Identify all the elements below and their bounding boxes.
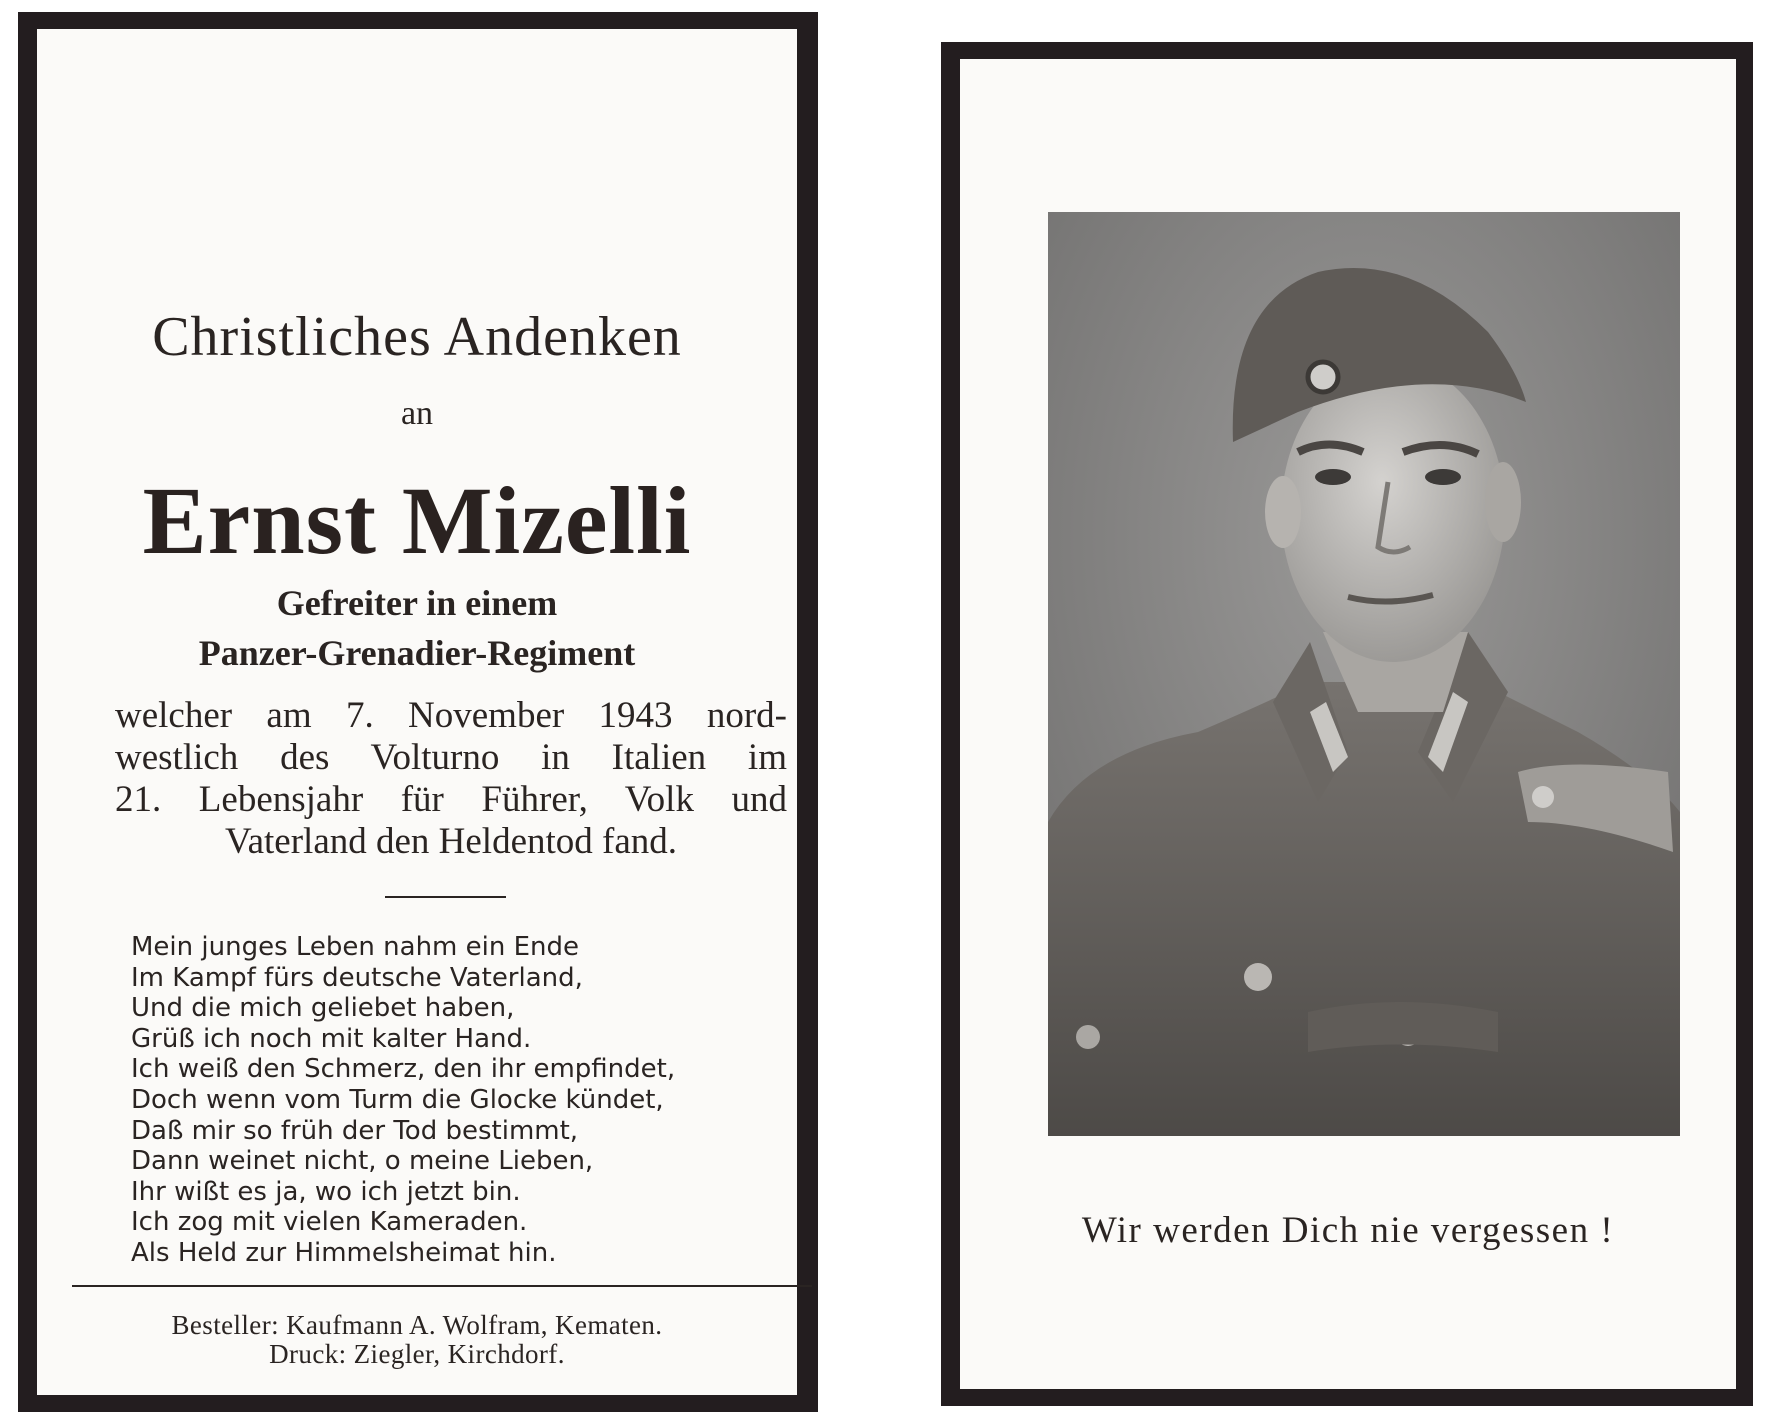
- section-divider: [385, 896, 506, 898]
- poem-line: Daß mir so früh der Tod bestimmt,: [131, 1115, 579, 1146]
- obituary-text: [115, 695, 787, 863]
- poem-line: Mein junges Leben nahm ein Ende: [131, 932, 580, 962]
- uniform-jacket: [1048, 682, 1680, 1136]
- poem-line: Und die mich geliebet haben,: [131, 993, 515, 1024]
- orderer-credit: Besteller: Kaufmann A. Wolfram, Kematen.: [171, 1310, 663, 1340]
- strap-button: [1532, 786, 1554, 808]
- military-rank: Gefreiter in einem: [276, 583, 558, 623]
- soldier-portrait-photo: [1048, 212, 1680, 1136]
- poem-line: Doch wenn vom Turm die Glocke kündet,: [131, 1084, 664, 1115]
- card-title: Christliches Andenken: [152, 306, 682, 368]
- memorial-card-photo-side: [941, 42, 1753, 1406]
- obituary-line: 21. Lebensjahr für Führer, Volk und: [115, 779, 787, 820]
- pocket-flap: [1308, 1002, 1498, 1052]
- regiment-name: Panzer-Grenadier-Regiment: [198, 633, 636, 673]
- jacket-button: [1244, 963, 1272, 991]
- poem-line: Als Held zur Himmelsheimat hin.: [131, 1237, 557, 1268]
- cap-cockade: [1308, 362, 1338, 392]
- deceased-name: Ernst Mizelli: [142, 467, 692, 574]
- preposition: an: [400, 395, 434, 432]
- eye: [1315, 469, 1351, 485]
- poem-line: Grüß ich noch mit kalter Hand.: [131, 1023, 532, 1054]
- poem-line: Ich weiß den Schmerz, den ihr empfindet,: [131, 1054, 676, 1085]
- face: [1281, 362, 1505, 662]
- footer-divider: [72, 1285, 812, 1287]
- memorial-poem: [131, 932, 781, 1269]
- ear: [1485, 462, 1521, 542]
- ear: [1265, 476, 1301, 548]
- poem-line: Dann weinet nicht, o meine Lieben,: [131, 1146, 594, 1177]
- memorial-card-text-side: [18, 12, 818, 1412]
- obituary-line: Vaterland den Heldentod fand.: [224, 821, 678, 862]
- obituary-line: westlich des Volturno in Italien im: [115, 737, 787, 778]
- poem-line: Ihr wißt es ja, wo ich jetzt bin.: [131, 1176, 521, 1207]
- printer-credit: Druck: Ziegler, Kirchdorf.: [269, 1339, 565, 1369]
- poem-line: Ich zog mit vielen Kameraden.: [131, 1207, 528, 1238]
- jacket-button: [1076, 1025, 1100, 1049]
- eye: [1425, 469, 1461, 485]
- obituary-line: welcher am 7. November 1943 nord-: [115, 695, 787, 736]
- poem-line: Im Kampf fürs deutsche Vaterland,: [131, 962, 583, 993]
- memorial-motto: Wir werden Dich nie vergessen !: [1081, 1210, 1615, 1251]
